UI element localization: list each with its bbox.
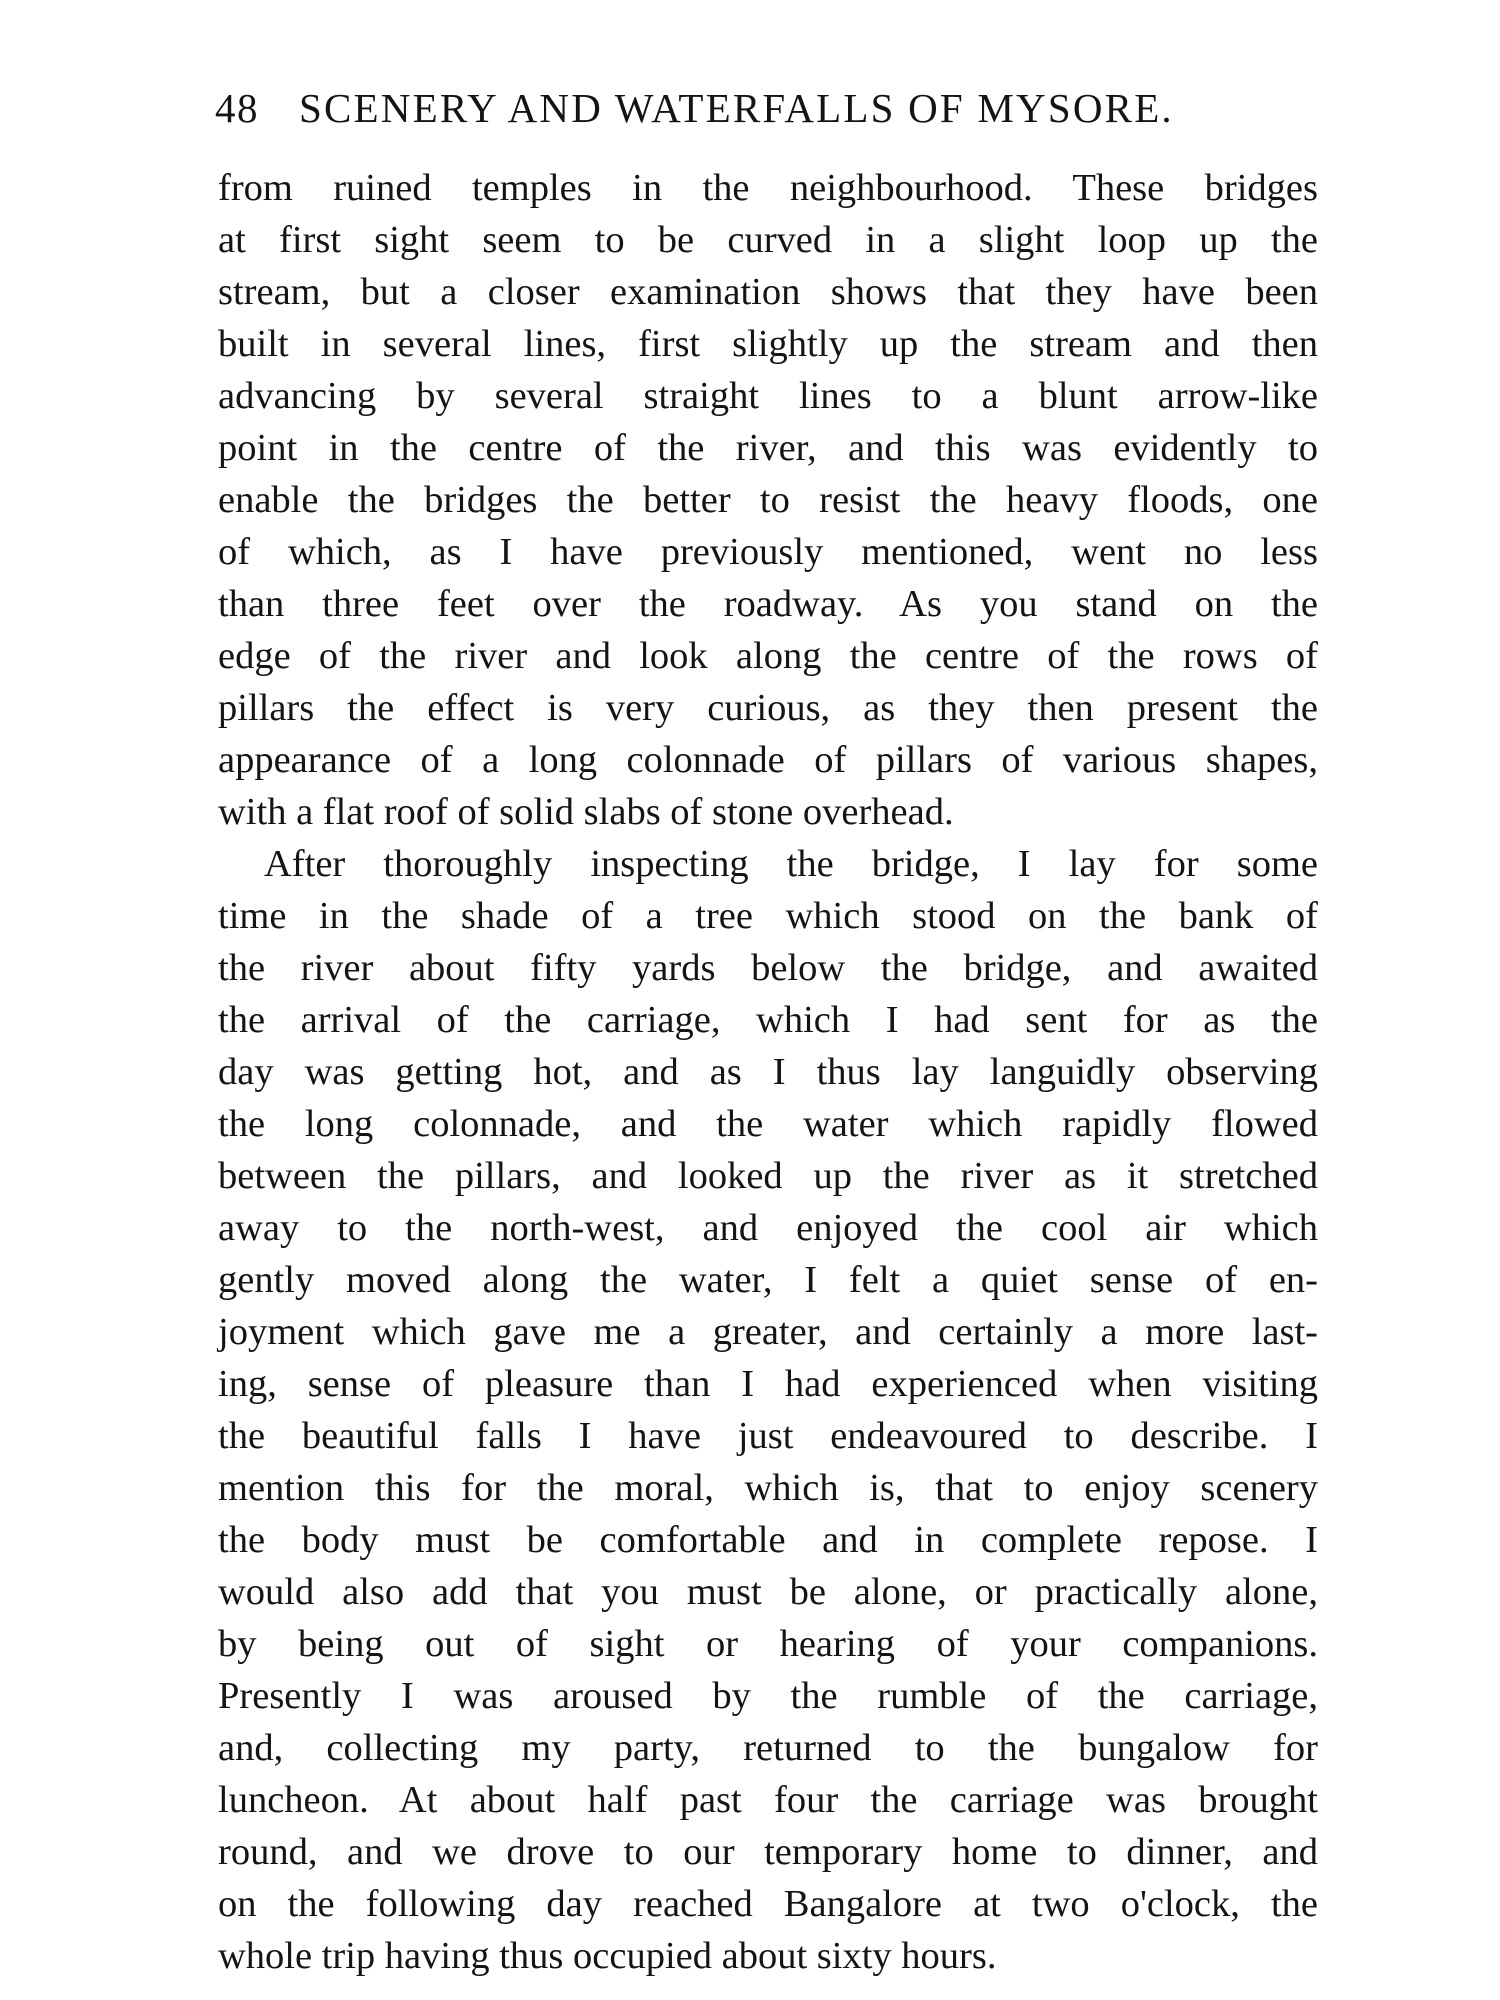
text-line: round, and we drove to our temporary home to dinner, and	[218, 1831, 1318, 1873]
text-line: edge of the river and look along the centre of the rows of	[218, 635, 1318, 677]
text-line: Presently I was aroused by the rumble of the carriage,	[218, 1675, 1318, 1717]
text-line: and, collecting my party, returned to the bungalow for	[218, 1727, 1318, 1769]
page-number: 48	[215, 85, 259, 131]
text-line: away to the north-west, and enjoyed the cool air which	[218, 1207, 1318, 1249]
body-text	[218, 162, 1318, 1982]
text-line: the river about fifty yards below the bridge, and awaited	[218, 947, 1318, 989]
text-line: advancing by several straight lines to a blunt arrow-like	[218, 375, 1318, 417]
text-line: day was getting hot, and as I thus lay languidly observing	[218, 1051, 1318, 1093]
text-line: the arrival of the carriage, which I had sent for as the	[218, 999, 1318, 1041]
paragraph-start-line: After thoroughly inspecting the bridge, I lay for some	[264, 843, 1318, 885]
text-line: built in several lines, first slightly up the stream and then	[218, 323, 1318, 365]
text-line: stream, but a closer examination shows that they have been	[218, 271, 1318, 313]
text-line: point in the centre of the river, and this was evidently to	[218, 427, 1318, 469]
text-line: appearance of a long colonnade of pillars of various shapes,	[218, 739, 1318, 781]
text-line: from ruined temples in the neighbourhood. These bridges	[218, 167, 1318, 209]
text-line: mention this for the moral, which is, that to enjoy scenery	[218, 1467, 1318, 1509]
text-line: enable the bridges the better to resist the heavy floods, one	[218, 479, 1318, 521]
text-line: the long colonnade, and the water which rapidly flowed	[218, 1103, 1318, 1145]
text-line: pillars the effect is very curious, as they then present the	[218, 687, 1318, 729]
text-line: would also add that you must be alone, or practically alone,	[218, 1571, 1318, 1613]
text-line: ing, sense of pleasure than I had experienced when visiting	[218, 1363, 1318, 1405]
text-line: the beautiful falls I have just endeavoured to describe. I	[218, 1415, 1318, 1457]
text-line: gently moved along the water, I felt a quiet sense of en-	[218, 1259, 1318, 1301]
text-line: of which, as I have previously mentioned, went no less	[218, 531, 1318, 573]
text-line: than three feet over the roadway. As you stand on the	[218, 583, 1318, 625]
text-line: luncheon. At about half past four the carriage was brought	[218, 1779, 1318, 1821]
paragraph-end-line: with a flat roof of solid slabs of stone overhead.	[218, 791, 954, 833]
text-line: between the pillars, and looked up the river as it stretched	[218, 1155, 1318, 1197]
text-line: on the following day reached Bangalore at two o'clock, the	[218, 1883, 1318, 1925]
text-line: the body must be comfortable and in complete repose. I	[218, 1519, 1318, 1561]
text-line: at first sight seem to be curved in a slight loop up the	[218, 219, 1318, 261]
page-header	[215, 78, 1325, 138]
text-line: joyment which gave me a greater, and certainly a more last-	[218, 1311, 1318, 1353]
text-line: by being out of sight or hearing of your companions.	[218, 1623, 1318, 1665]
running-title: SCENERY AND WATERFALLS OF MYSORE.	[299, 85, 1174, 131]
paragraph-end-line: whole trip having thus occupied about sixty hours.	[218, 1935, 997, 1977]
text-line: time in the shade of a tree which stood on the bank of	[218, 895, 1318, 937]
